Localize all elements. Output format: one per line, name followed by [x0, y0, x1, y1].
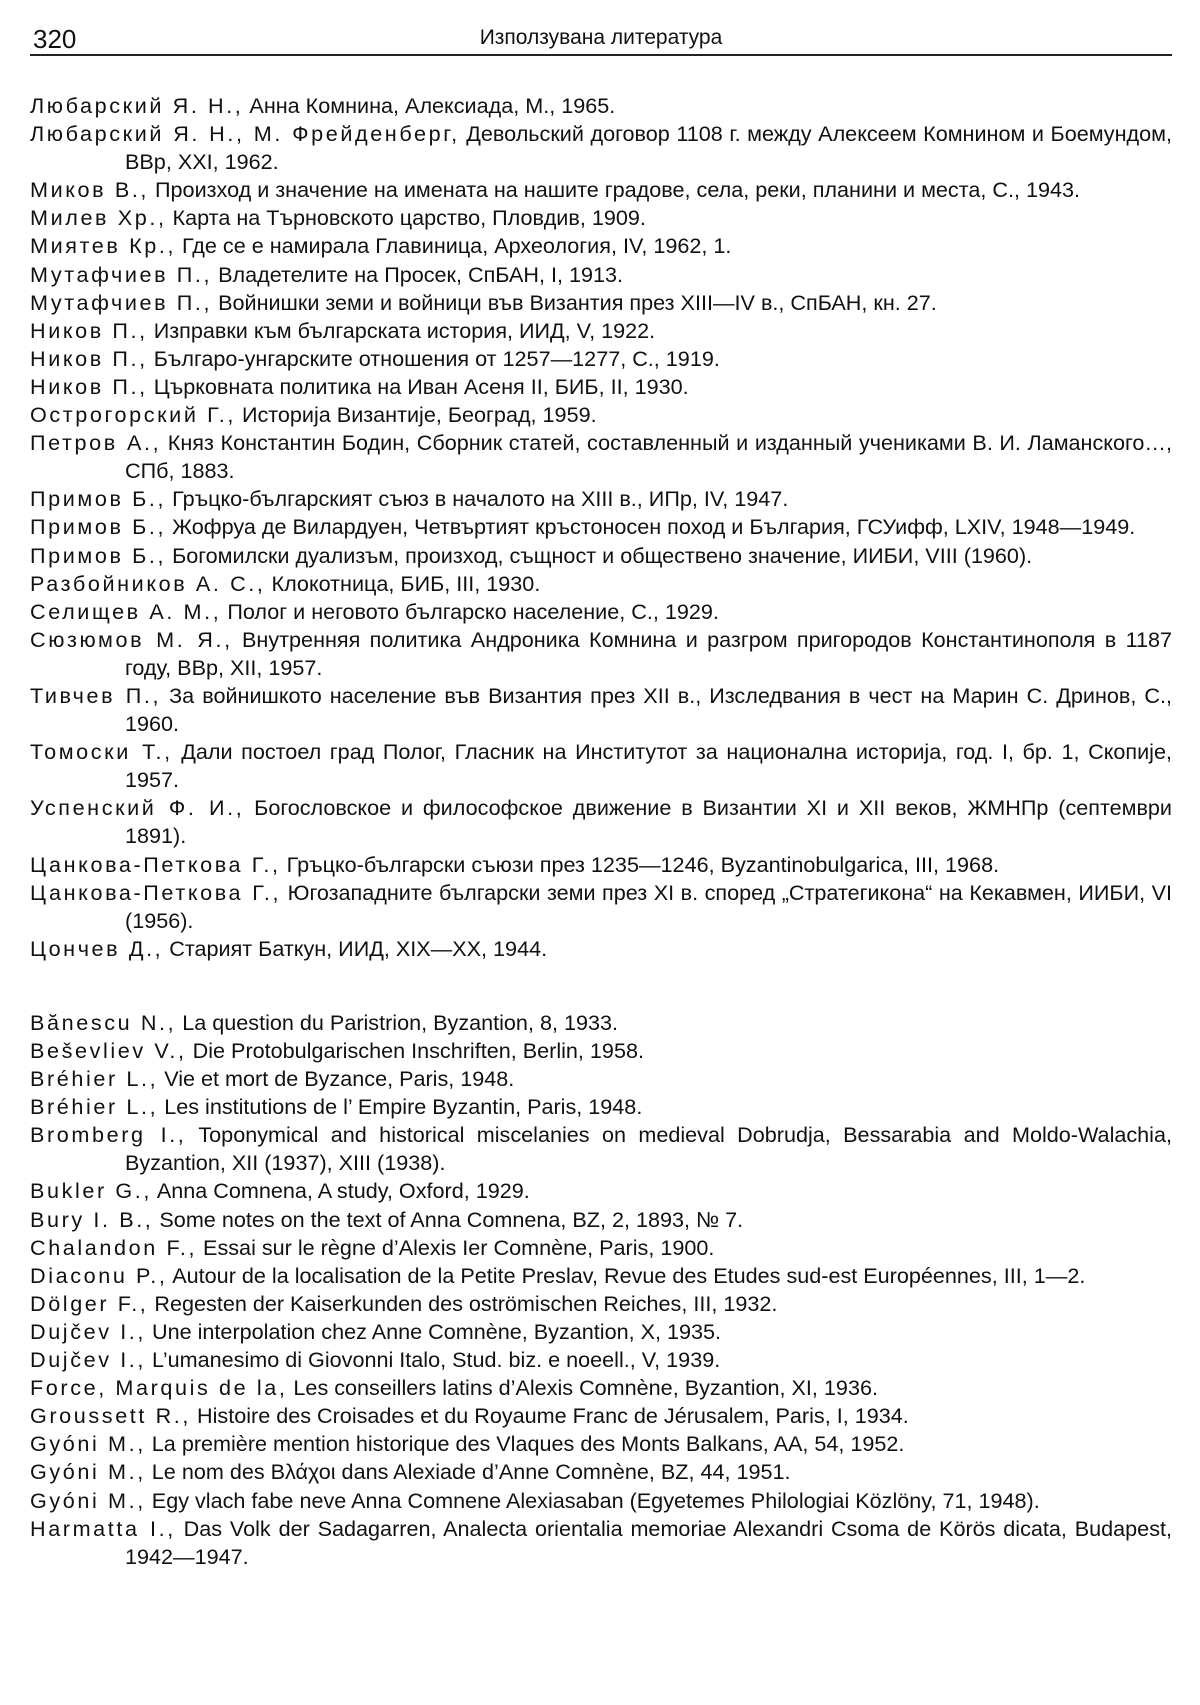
reference-author: Bréhier L., — [30, 1094, 159, 1120]
reference-entry — [30, 1458, 1172, 1486]
reference-entry — [30, 232, 1172, 260]
reference-entry — [30, 879, 1172, 935]
reference-entry — [30, 1234, 1172, 1262]
reference-author: Ников П., — [30, 317, 148, 343]
reference-entry — [30, 1487, 1172, 1515]
reference-author: Селищев А. М., — [30, 598, 222, 624]
reference-author: Gyóni M., — [30, 1459, 146, 1485]
reference-text: Внутренняя политика Андроника Комнина и разгром пригородов Константинополя в 1187 году, ВВр, XII, 1957. — [125, 626, 1172, 680]
reference-text: Богомилски дуализъм, произход, същност и обществено значение, ИИБИ, VIII (1960). — [166, 542, 1033, 568]
reference-text: La première mention historique des Vlaques des Monts Balkans, AA, 54, 1952. — [145, 1431, 905, 1457]
reference-author: Bănescu N., — [30, 1009, 177, 1035]
reference-author: Bukler G., — [30, 1178, 153, 1204]
reference-text: Egy vlach fabe neve Anna Comnene Alexiasaban (Egyetemes Philologiai Közlöny, 71, 1948). — [145, 1487, 1040, 1513]
reference-text: Владетелите на Просек, СпБАН, I, 1913. — [212, 261, 623, 287]
reference-text: Essai sur le règne d’Alexis Ier Comnène, Paris, 1900. — [197, 1234, 715, 1260]
reference-text: Войнишки земи и войници във Византия през XIII—IV в., СпБАН, кн. 27. — [212, 289, 937, 315]
reference-entry — [30, 345, 1172, 373]
reference-author: Groussett R., — [30, 1403, 192, 1429]
reference-entry — [30, 1402, 1172, 1430]
reference-text: Изправки към българската история, ИИД, V, 1922. — [147, 317, 656, 343]
reference-text: Les conseillers latins d’Alexis Comnène, Byzantion, XI, 1936. — [287, 1375, 878, 1401]
reference-text: Полог и неговото българско население, С., 1929. — [221, 598, 719, 624]
reference-text: Историја Византије, Београд, 1959. — [235, 402, 597, 428]
reference-text: За войнишкото население във Византия през XII в., Изследвания в чест на Марин С. Дринов, С., 1960. — [125, 682, 1172, 737]
reference-text: Българо-унгарските отношения от 1257—1277, С., 1919. — [147, 345, 720, 371]
reference-text: Анна Комнина, Алексиада, М., 1965. — [243, 93, 616, 118]
reference-author: Цанкова-Петкова Г., — [30, 879, 282, 905]
reference-author: Force, Marquis de la, — [30, 1375, 288, 1401]
latin-references — [30, 1009, 1172, 1571]
reference-text: Anna Comnena, A study, Oxford, 1929. — [152, 1178, 530, 1204]
bibliography — [30, 92, 1172, 1571]
reference-entry — [30, 485, 1172, 513]
reference-entry — [30, 1065, 1172, 1093]
reference-text: Где се е намирала Главиница, Археология, IV, 1962, 1. — [176, 233, 732, 259]
reference-author: Bury I. B., — [30, 1206, 154, 1232]
reference-text: Une interpolation chez Anne Comnène, Byzantion, X, 1935. — [146, 1318, 722, 1344]
reference-text: Дали постоел град Полог, Гласник на Институтот за национална историја, год. I, бр. 1, Скопије, 1957. — [125, 739, 1172, 793]
reference-entry — [30, 1290, 1172, 1318]
page-number: 320 — [33, 24, 77, 54]
reference-entry — [30, 542, 1172, 570]
reference-author: Миятев Кр., — [30, 233, 177, 259]
reference-text: Histoire des Croisades et du Royaume Franc de Jérusalem, Paris, I, 1934. — [191, 1403, 909, 1429]
reference-entry — [30, 682, 1172, 738]
reference-entry — [30, 1206, 1172, 1234]
reference-author: Мутафчиев П., — [30, 289, 213, 315]
reference-entry — [30, 1121, 1172, 1177]
reference-entry — [30, 204, 1172, 232]
reference-author: Gyóni M., — [30, 1431, 146, 1457]
running-title: Използувана литература — [479, 26, 723, 49]
reference-entry — [30, 1430, 1172, 1458]
reference-text: Княз Константин Бодин, Сборник статей, составленный и изданный учениками В. И. Ламанского…, СПб, 1883. — [125, 430, 1172, 484]
reference-entry — [30, 289, 1172, 317]
reference-text: Старият Баткун, ИИД, XIX—XX, 1944. — [163, 935, 548, 961]
reference-text: Църковната политика на Иван Асеня II, БИБ, II, 1930. — [147, 373, 689, 399]
reference-text: Das Volk der Sadagarren, Analecta orientalia memoriae Alexandri Csoma de Körös dicata, Budapest, 1942—1947. — [125, 1515, 1172, 1569]
reference-author: Успенский Ф. И., — [30, 795, 245, 821]
reference-author: Милев Хр., — [30, 205, 167, 231]
reference-text: Богословское и философское движение в Византии XI и XII веков, ЖМНПр (септември 1891). — [125, 795, 1172, 849]
reference-entry — [30, 935, 1172, 963]
reference-entry — [30, 317, 1172, 345]
reference-author: Примов Б., — [30, 514, 167, 540]
reference-text: Клокотница, БИБ, III, 1930. — [265, 570, 541, 596]
reference-text: Le nom des Βλάχοι dans Alexiade d’Anne Comnène, BZ, 44, 1951. — [145, 1459, 791, 1485]
reference-entry — [30, 429, 1172, 485]
reference-author: Ников П., — [30, 345, 148, 371]
reference-author: Любарский Я. Н., — [30, 93, 244, 118]
reference-entry — [30, 92, 1172, 120]
cyrillic-references — [30, 92, 1172, 963]
reference-entry — [30, 1515, 1172, 1571]
reference-text: Жофруа де Вилардуен, Четвъртият кръстоносен поход и България, ГСУифф, LXIV, 1948—1949. — [166, 514, 1136, 540]
reference-text: Произход и значение на имената на нашите градове, села, реки, планини и места, С., 1943. — [149, 177, 1081, 203]
reference-author: Ников П., — [30, 373, 148, 399]
reference-entry — [30, 1318, 1172, 1346]
reference-entry — [30, 794, 1172, 850]
page-header — [30, 18, 1172, 56]
reference-author: Chalandon F., — [30, 1234, 198, 1260]
reference-author: Dujčev I., — [30, 1347, 147, 1373]
reference-entry — [30, 570, 1172, 598]
reference-entry — [30, 261, 1172, 289]
reference-text: Карта на Търновското царство, Пловдив, 1909. — [166, 205, 646, 231]
reference-author: Diaconu P., — [30, 1262, 168, 1288]
reference-entry — [30, 1262, 1172, 1290]
reference-text: L’umanesimo di Giovonni Italo, Stud. biz. e noeell., V, 1939. — [146, 1347, 721, 1373]
reference-author: Цончев Д., — [30, 935, 164, 961]
reference-entry — [30, 738, 1172, 794]
reference-author: Сюзюмов М. Я., — [30, 626, 233, 652]
reference-text: La question du Paristrion, Byzantion, 8, 1933. — [176, 1009, 618, 1035]
reference-author: Gyóni M., — [30, 1487, 146, 1513]
reference-entry — [30, 373, 1172, 401]
reference-text: Some notes on the text of Anna Comnena, BZ, 2, 1893, № 7. — [153, 1206, 744, 1232]
reference-entry — [30, 1346, 1172, 1374]
reference-entry — [30, 176, 1172, 204]
reference-text: Гръцко-български съюзи през 1235—1246, Byzantinobulgarica, III, 1968. — [280, 851, 1000, 877]
reference-text: Autour de la localisation de la Petite Preslav, Revue des Etudes sud-est Européennes, III, 1—2. — [167, 1262, 1086, 1288]
reference-author: Dujčev I., — [30, 1318, 147, 1344]
reference-text: Regesten der Kaiserkunden des oströmischen Reiches, III, 1932. — [148, 1290, 778, 1316]
reference-author: Примов Б., — [30, 486, 167, 512]
reference-author: Beševliev V., — [30, 1038, 187, 1063]
reference-text: Гръцко-българският съюз в началото на XIII в., ИПр, IV, 1947. — [166, 486, 789, 512]
reference-author: Томоски Т., — [30, 739, 173, 765]
reference-entry — [30, 401, 1172, 429]
reference-author: Bréhier L., — [30, 1066, 159, 1092]
reference-entry — [30, 1093, 1172, 1121]
reference-author: Острогорский Г., — [30, 402, 236, 428]
reference-text: Les institutions de l’ Empire Byzantin, Paris, 1948. — [158, 1094, 643, 1120]
reference-author: Harmatta I., — [30, 1515, 176, 1541]
reference-entry — [30, 626, 1172, 682]
reference-author: Цанкова-Петкова Г., — [30, 851, 281, 877]
reference-author: Разбойников А. С., — [30, 570, 266, 596]
section-gap — [30, 963, 1172, 1009]
reference-entry — [30, 513, 1172, 541]
reference-author: Миков В., — [30, 177, 150, 203]
reference-entry — [30, 1177, 1172, 1205]
reference-text: Toponymical and historical miscelanies on medieval Dobrudja, Bessarabia and Moldo-Walachia, Byzantion, XII (1937), XIII (1938). — [125, 1122, 1172, 1176]
reference-text: Югозападните български земи през XI в. според „Стратегикона“ на Кекавмен, ИИБИ, VI (1956). — [125, 879, 1172, 933]
reference-entry — [30, 1037, 1172, 1065]
reference-entry — [30, 598, 1172, 626]
reference-text: Vie et mort de Byzance, Paris, 1948. — [158, 1066, 515, 1092]
reference-text: Die Protobulgarischen Inschriften, Berlin, 1958. — [186, 1038, 644, 1063]
reference-entry — [30, 120, 1172, 176]
reference-author: Примов Б., — [30, 542, 167, 568]
reference-author: Тивчев П., — [30, 682, 162, 708]
reference-author: Мутафчиев П., — [30, 261, 213, 287]
reference-entry — [30, 851, 1172, 879]
reference-entry — [30, 1009, 1172, 1037]
reference-author: Bromberg I., — [30, 1122, 187, 1148]
reference-text: Девольский договор 1108 г. между Алексеем Комнином и Боемундом, ВВр, XXI, 1962. — [125, 121, 1172, 175]
reference-author: Петров А., — [30, 430, 162, 456]
reference-author: Любарский Я. Н., М. Фрейденберг, — [30, 121, 460, 147]
reference-author: Dölger F., — [30, 1290, 149, 1316]
reference-entry — [30, 1374, 1172, 1402]
